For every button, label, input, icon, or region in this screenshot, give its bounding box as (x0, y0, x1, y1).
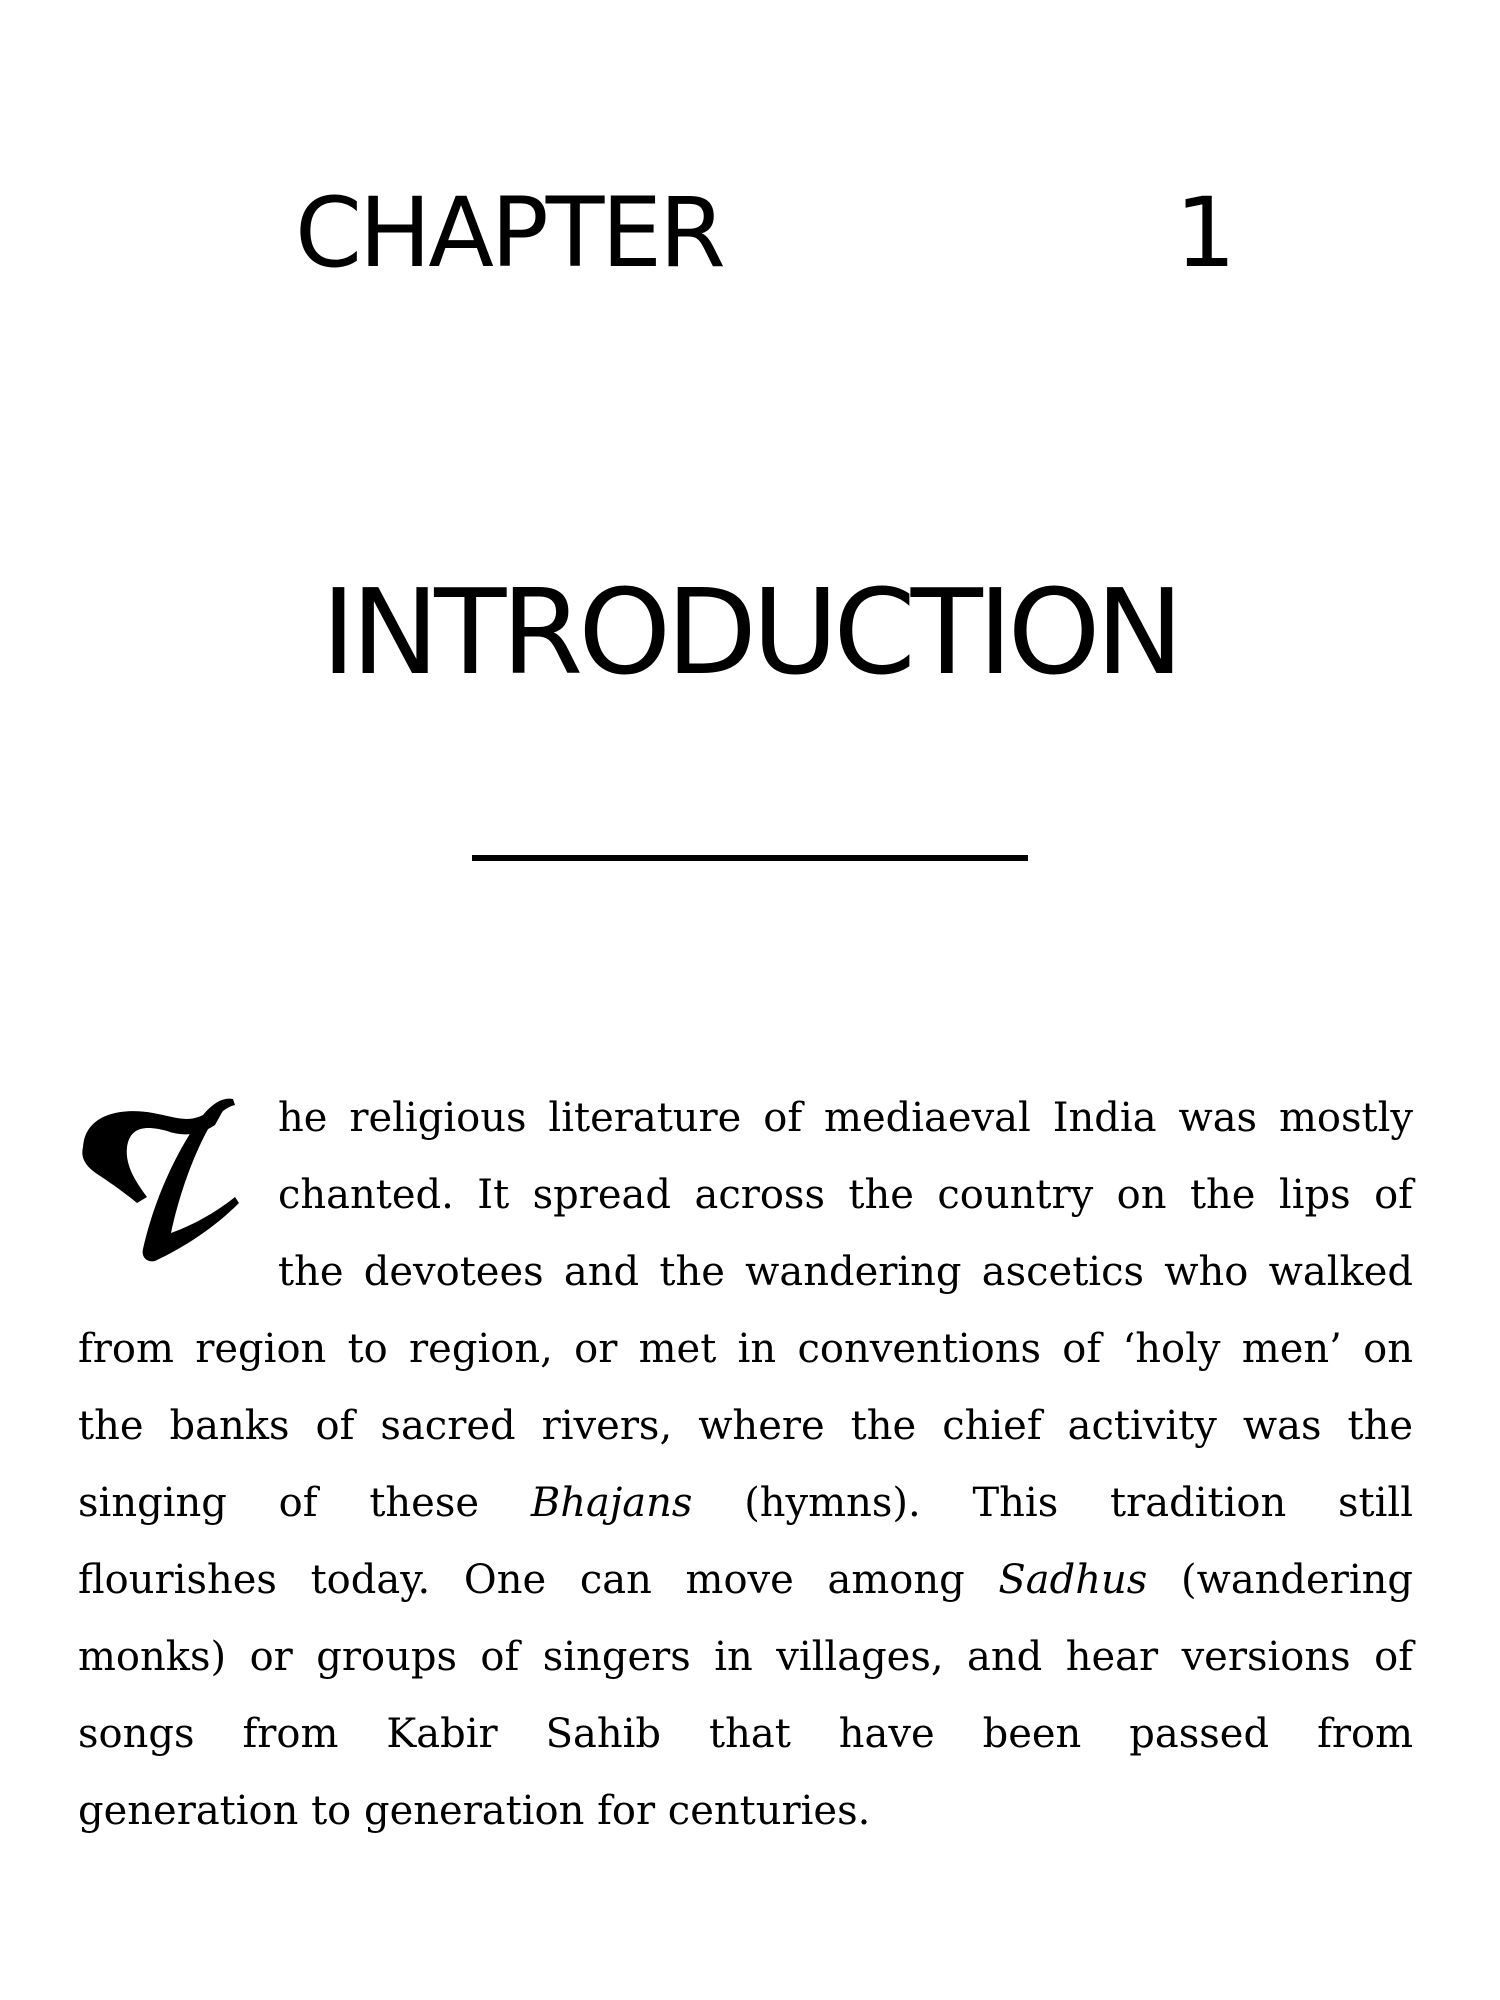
title-divider (472, 855, 1028, 861)
body-line-6-part-c: (hymns). This tradition still (692, 1480, 1413, 1526)
body-line-5: the banks of sacred rivers, where the chief activity was the (78, 1403, 1413, 1449)
chapter-heading (295, 177, 1237, 289)
body-line-7-part-a: flourishes today. One can move among (78, 1557, 999, 1603)
body-line-9: songs from Kabir Sahib that have been passed from (78, 1711, 1413, 1757)
drop-cap-t-icon (75, 1085, 250, 1270)
chapter-title: INTRODUCTION (321, 563, 1179, 701)
sadhus-term: Sadhus (998, 1557, 1148, 1603)
body-line-7-part-c: (wandering (1147, 1557, 1413, 1603)
body-line-10: generation to generation for centuries. (78, 1788, 871, 1834)
body-line-7 (78, 1552, 1413, 1608)
body-line-8: monks) or groups of singers in villages, and hear versions of (78, 1634, 1413, 1680)
chapter-number: 1 (1175, 177, 1237, 289)
body-line-6 (78, 1475, 1413, 1531)
body-line-6-part-a: singing of these (78, 1480, 531, 1526)
drop-cap-svg (75, 1085, 250, 1270)
bhajans-term: Bhajans (530, 1480, 693, 1526)
body-line-4: from region to region, or met in conventions of ‘holy men’ on (78, 1326, 1413, 1372)
body-line-2: chanted. It spread across the country on the lips of (278, 1172, 1413, 1218)
body-line-3: the devotees and the wandering ascetics who walked (278, 1249, 1413, 1295)
body-line-1: he religious literature of mediaeval India was mostly (278, 1095, 1413, 1141)
chapter-label: CHAPTER (295, 177, 723, 289)
